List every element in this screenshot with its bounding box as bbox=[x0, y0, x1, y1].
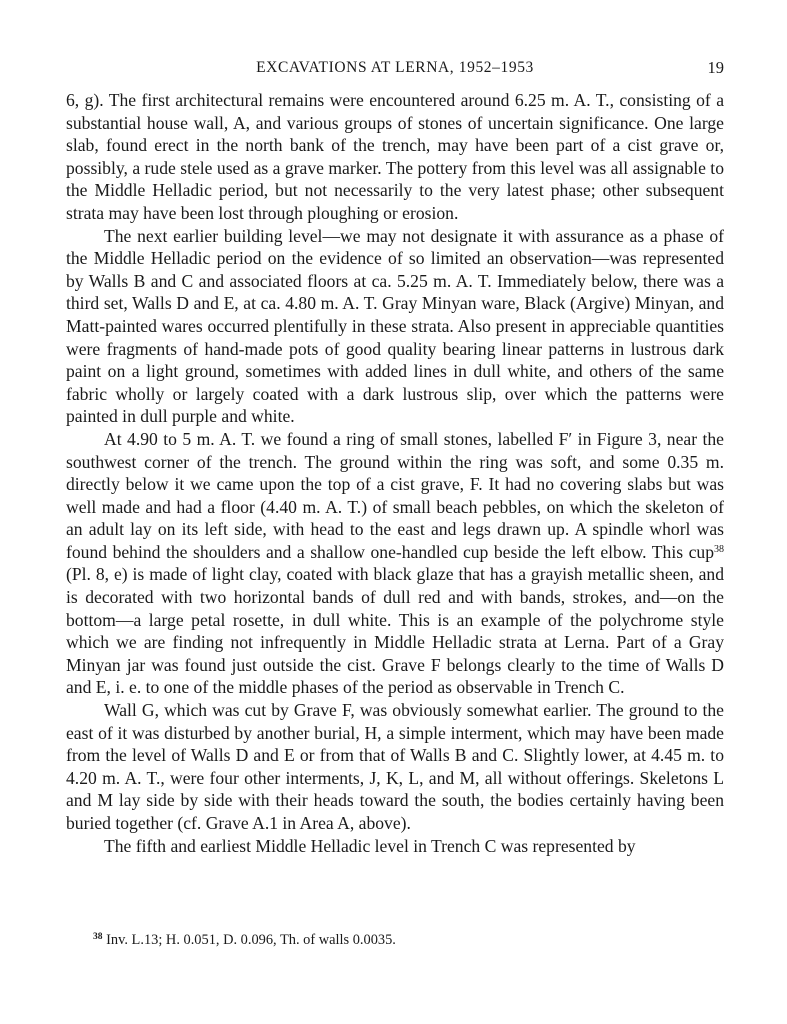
footnote-38 bbox=[93, 930, 723, 950]
page-number: 19 bbox=[707, 58, 724, 77]
paragraph-3 bbox=[66, 428, 724, 699]
body-text bbox=[66, 89, 724, 857]
paragraph-1: 6, g). The first architectural remains were encountered around 6.25 m. A. T., consisting of a substantial house wall, A, and various groups of stones of uncertain significance. One large slab, found erect in the north bank of the trench, may have been part of a cist grave or, possibly, a rude stele used as a grave marker. The pottery from this level was all assignable to the Middle Helladic period, but not necessarily to the very latest phase; other subsequent strata may have been lost through ploughing or erosion. bbox=[66, 90, 724, 223]
footnote-text: Inv. L.13; H. 0.051, D. 0.096, Th. of walls 0.0035. bbox=[106, 932, 396, 948]
paragraph-3-text-after-ref: (Pl. 8, e) is made of light clay, coated with black glaze that has a grayish metallic sheen, and is decorated with two horizontal bands of dull red and with bands, strokes, and—on the bottom—a large petal rosette, in dull white. This is an example of the polychrome style which we are finding not infrequently in Middle Helladic strata at Lerna. Part of a Gray Minyan jar was found just outside the cist. Grave F belongs clearly to the time of Walls D and E, i. e. to one of the middle phases of the period as observable in Trench C. bbox=[66, 564, 724, 698]
footnote-reference-38: 38 bbox=[714, 543, 724, 555]
paragraph-2: The next earlier building level—we may not designate it with assurance as a phase of the Middle Helladic period on the evidence of so limited an observation—was represented by Walls B and C and associated floors at ca. 5.25 m. A. T. Immediately below, there was a third set, Walls D and E, at ca. 4.80 m. A. T. Gray Minyan ware, Black (Argive) Minyan, and Matt-painted wares occurred plentifully in these strata. Also present in appreciable quantities were fragments of hand-made pots of good quality bearing linear patterns in lustrous dark paint on a light ground, sometimes with added lines in dull white, and others of the same fabric wholly or largely coated with a dark lustrous slip, over which the patterns were painted in dull purple and white. bbox=[66, 225, 724, 427]
running-head bbox=[66, 56, 724, 80]
paragraph-5: The fifth and earliest Middle Helladic level in Trench C was represented by bbox=[104, 835, 636, 856]
paragraph-4: Wall G, which was cut by Grave F, was obviously somewhat earlier. The ground to the east of it was disturbed by another burial, H, a simple interment, which may have been made from the level of Walls D and E or from that of Walls B and C. Slightly lower, at 4.45 m. to 4.20 m. A. T., were four other interments, J, K, L, and M, all without offerings. Skeletons L and M lay side by side with their heads toward the south, the bodies certainly having been buried together (cf. Grave A.1 in Area A, above). bbox=[66, 700, 724, 833]
running-title: EXCAVATIONS AT LERNA, 1952–1953 bbox=[256, 59, 534, 76]
footnote-number: 38 bbox=[93, 932, 103, 942]
paragraph-3-text-before-ref: At 4.90 to 5 m. A. T. we found a ring of small stones, labelled F′ in Figure 3, near the southwest corner of the trench. The ground within the ring was soft, and some 0.35 m. directly below it we came upon the top of a cist grave, F. It had no covering slabs but was well made and had a floor (4.40 m. A. T.) of small beach pebbles, on which the skeleton of an adult lay on its left side, with head to the east and legs drawn up. A spindle whorl was found behind the shoulders and a shallow one-handled cup beside the left elbow. This cup bbox=[66, 428, 724, 562]
